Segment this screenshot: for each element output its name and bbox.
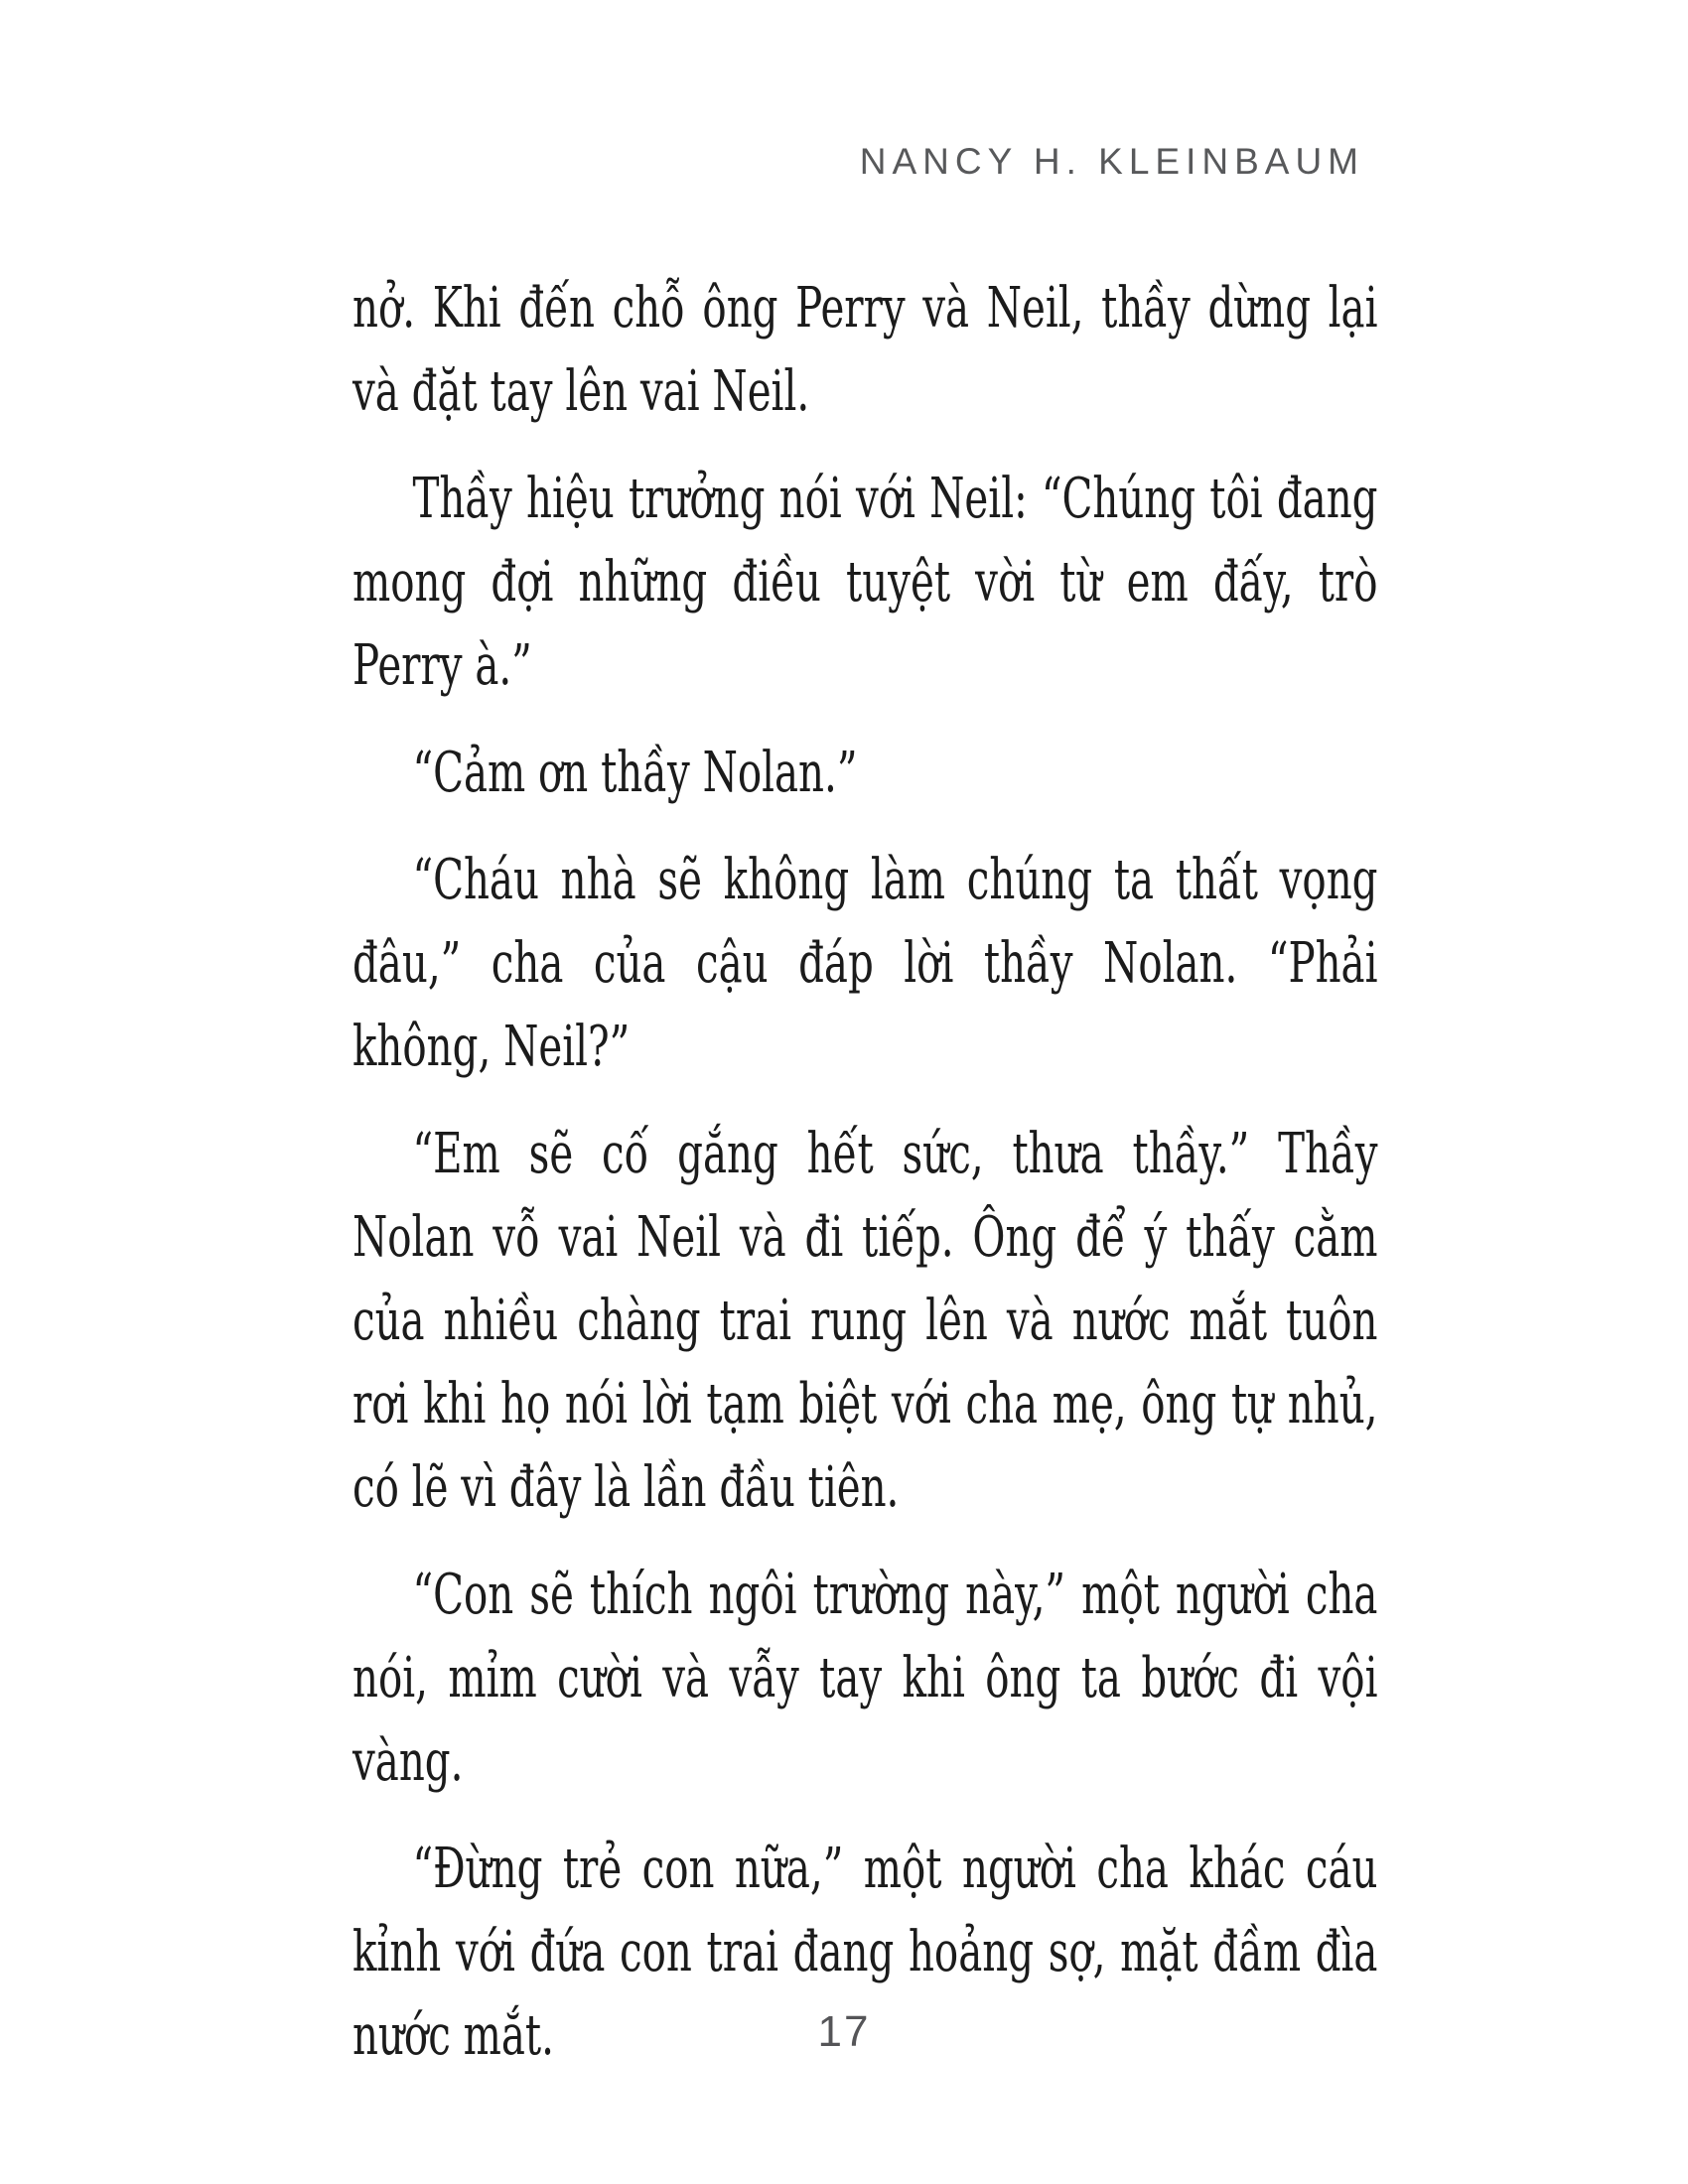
paragraph: “Cảm ơn thầy Nolan.” [412,741,858,805]
page-body-text [352,267,1377,2078]
paragraph-continuation: nở. Khi đến chỗ ông Perry và Neil, thầy dừng lại và đặt tay lên vai Neil. [352,276,1378,424]
running-header [860,141,1364,183]
page-number: 17 [817,2007,871,2056]
paragraph: “Cháu nhà sẽ không làm chúng ta thất vọng đâu,” cha của cậu đáp lời thầy Nolan. “Phải không, Neil?” [352,848,1378,1079]
paragraph: “Em sẽ cố gắng hết sức, thưa thầy.” Thầy Nolan vỗ vai Neil và đi tiếp. Ông để ý thấy cằm của nhiều chàng trai rung lên và nước mắt tuôn rơi khi họ nói lời tạm biệt với cha mẹ, ông tự nhủ, có lẽ vì đây là lần đầu tiên. [352,1122,1378,1520]
paragraph: “Con sẽ thích ngôi trường này,” một người cha nói, mỉm cười và vẫy tay khi ông ta bước đi vội vàng. [352,1563,1378,1794]
paragraph: Thầy hiệu trưởng nói với Neil: “Chúng tôi đang mong đợi những điều tuyệt vời từ em đấy, trò Perry à.” [352,467,1378,698]
running-header-author: NANCY H. KLEINBAUM [859,141,1364,182]
page-footer [0,2007,1688,2057]
paragraph: “Đừng trẻ con nữa,” một người cha khác cáu kỉnh với đứa con trai đang hoảng sợ, mặt đầm đìa nước mắt. [352,1837,1378,2068]
